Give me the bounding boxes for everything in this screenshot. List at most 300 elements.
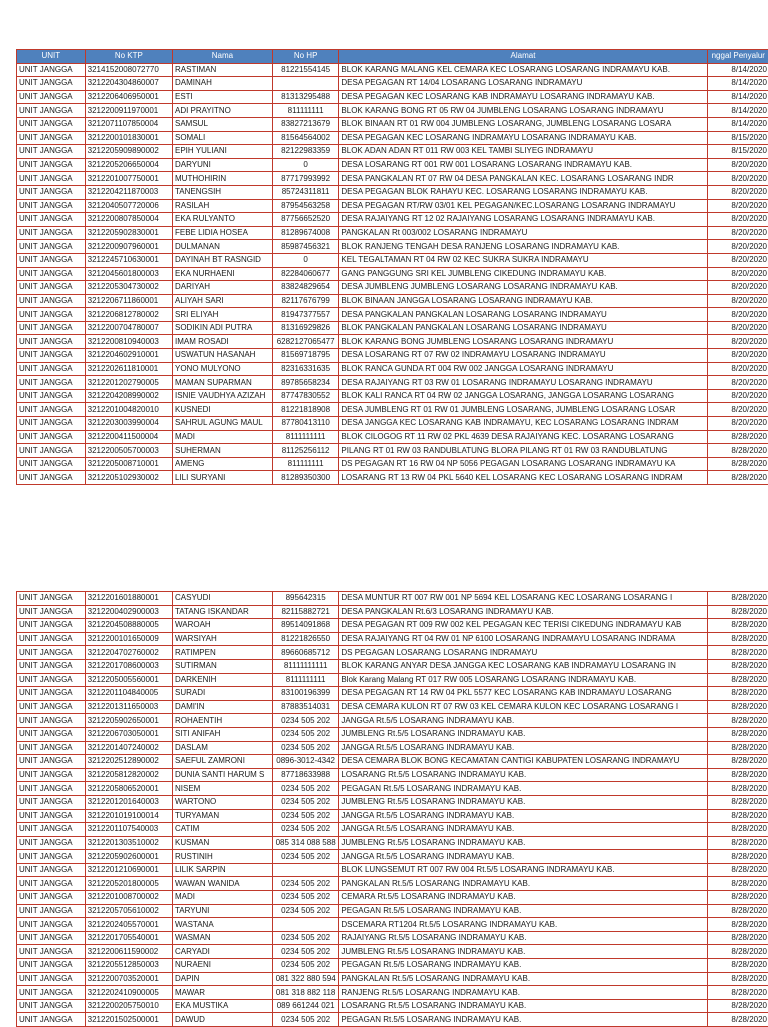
cell-alamat: DESA PANGKALAN Rt.6/3 LOSARANG INDRAMAYU KAB. xyxy=(339,605,707,619)
cell-tanggal: 8/14/2020 xyxy=(707,90,768,104)
header-nama: Nama xyxy=(173,50,273,64)
cell-unit: UNIT JANGGA xyxy=(17,646,86,660)
cell-hp: 0234 505 202 xyxy=(272,809,339,823)
cell-hp: 0234 505 202 xyxy=(272,741,339,755)
cell-hp: 81125256112 xyxy=(272,444,339,458)
cell-alamat: KEL TEGALTAMAN RT 04 RW 02 KEC SUKRA SUKRA INDRAMAYU xyxy=(339,253,707,267)
cell-ktp: 3212201502500001 xyxy=(85,1013,172,1027)
cell-tanggal: 8/28/2020 xyxy=(707,959,768,973)
table-body xyxy=(17,63,768,484)
cell-tanggal: 8/20/2020 xyxy=(707,403,768,417)
cell-tanggal: 8/28/2020 xyxy=(707,863,768,877)
cell-unit: UNIT JANGGA xyxy=(17,294,86,308)
cell-unit: UNIT JANGGA xyxy=(17,90,86,104)
table-row xyxy=(17,904,768,918)
table-row xyxy=(17,444,768,458)
cell-unit: UNIT JANGGA xyxy=(17,768,86,782)
cell-alamat: PEGAGAN Rt.5/5 LOSARANG INDRAMAYU KAB. xyxy=(339,959,707,973)
cell-ktp: 3212201008700002 xyxy=(85,891,172,905)
cell-tanggal: 8/20/2020 xyxy=(707,281,768,295)
cell-nama: MADI xyxy=(173,891,273,905)
cell-unit: UNIT JANGGA xyxy=(17,632,86,646)
cell-ktp: 3212201407240002 xyxy=(85,741,172,755)
cell-tanggal: 8/20/2020 xyxy=(707,199,768,213)
table-row xyxy=(17,308,768,322)
cell-ktp: 3212201004820010 xyxy=(85,403,172,417)
cell-ktp: 3214152008072770 xyxy=(85,63,172,77)
cell-nama: EPIH YULIANI xyxy=(173,145,273,159)
cell-tanggal: 8/28/2020 xyxy=(707,619,768,633)
cell-unit: UNIT JANGGA xyxy=(17,918,86,932)
cell-ktp: 3212205102930002 xyxy=(85,471,172,485)
cell-alamat: JANGGA Rt.5/5 LOSARANG INDRAMAYU KAB. xyxy=(339,823,707,837)
cell-unit: UNIT JANGGA xyxy=(17,457,86,471)
cell-tanggal: 8/20/2020 xyxy=(707,240,768,254)
cell-alamat: DESA JANGGA KEC LOSARANG KAB INDRAMAYU, KEC LOSARANG LOSARANG INDRAM xyxy=(339,417,707,431)
cell-tanggal: 8/20/2020 xyxy=(707,185,768,199)
cell-unit: UNIT JANGGA xyxy=(17,741,86,755)
cell-unit: UNIT JANGGA xyxy=(17,185,86,199)
table-row xyxy=(17,267,768,281)
cell-ktp: 3212204602910001 xyxy=(85,349,172,363)
cell-alamat: BLOK PANGKALAN PANGKALAN LOSARANG LOSARANG INDRAMAYU xyxy=(339,321,707,335)
cell-alamat: PILANG RT 01 RW 03 RANDUBLATUNG BLORA PILANG RT 01 RW 03 RANDUBLATUNG xyxy=(339,444,707,458)
table-row xyxy=(17,199,768,213)
cell-nama: DARYUNI xyxy=(173,158,273,172)
cell-unit: UNIT JANGGA xyxy=(17,931,86,945)
cell-alamat: DESA LOSARANG RT 07 RW 02 INDRAMAYU LOSARANG INDRAMAYU xyxy=(339,349,707,363)
cell-alamat: BLOK RANJENG TENGAH DESA RANJENG LOSARANG INDRAMAYU KAB. xyxy=(339,240,707,254)
cell-ktp: 3212200101830001 xyxy=(85,131,172,145)
cell-ktp: 3212201601880001 xyxy=(85,592,172,606)
cell-alamat: JANGGA Rt.5/5 LOSARANG INDRAMAYU KAB. xyxy=(339,850,707,864)
cell-alamat: BLOK BINAAN JANGGA LOSARANG LOSARANG INDRAMAYU KAB. xyxy=(339,294,707,308)
cell-tanggal: 8/14/2020 xyxy=(707,63,768,77)
cell-alamat: PEGAGAN Rt.5/5 LOSARANG INDRAMAYU KAB. xyxy=(339,782,707,796)
table-row xyxy=(17,471,768,485)
table-row xyxy=(17,605,768,619)
cell-alamat: DESA MUNTUR RT 007 RW 001 NP 5694 KEL LOSARANG KEC LOSARANG LOSARANG I xyxy=(339,592,707,606)
cell-unit: UNIT JANGGA xyxy=(17,158,86,172)
table-row xyxy=(17,349,768,363)
cell-alamat: DS PEGAGAN LOSARANG LOSARANG INDRAMAYU xyxy=(339,646,707,660)
cell-tanggal: 8/28/2020 xyxy=(707,700,768,714)
cell-unit: UNIT JANGGA xyxy=(17,700,86,714)
cell-tanggal: 8/28/2020 xyxy=(707,646,768,660)
cell-hp: 0234 505 202 xyxy=(272,782,339,796)
cell-tanggal: 8/20/2020 xyxy=(707,294,768,308)
cell-nama: KUSMAN xyxy=(173,836,273,850)
table-row xyxy=(17,646,768,660)
cell-nama: ADI PRAYITNO xyxy=(173,104,273,118)
cell-tanggal: 8/28/2020 xyxy=(707,471,768,485)
cell-ktp: 3212204508880005 xyxy=(85,619,172,633)
table-row xyxy=(17,63,768,77)
cell-alamat: DESA RAJAIYANG RT 12 02 RAJAIYANG LOSARANG LOSARANG INDRAMAYU KAB. xyxy=(339,213,707,227)
cell-nama: IMAM ROSADI xyxy=(173,335,273,349)
cell-alamat: JUMBLENG Rt.5/5 LOSARANG INDRAMAYU KAB. xyxy=(339,727,707,741)
cell-nama: ISNIE VAUDHYA AZIZAH xyxy=(173,389,273,403)
cell-nama: SUTIRMAN xyxy=(173,659,273,673)
cell-hp: 0234 505 202 xyxy=(272,714,339,728)
cell-ktp: 3212045601800003 xyxy=(85,267,172,281)
cell-tanggal: 8/20/2020 xyxy=(707,158,768,172)
cell-tanggal: 8/28/2020 xyxy=(707,823,768,837)
table-row xyxy=(17,836,768,850)
cell-unit: UNIT JANGGA xyxy=(17,809,86,823)
cell-nama: MUTHOHIRIN xyxy=(173,172,273,186)
table-row xyxy=(17,700,768,714)
cell-alamat: BLOK KARANG MALANG KEL CEMARA KEC LOSARANG LOSARANG INDRAMAYU KAB. xyxy=(339,63,707,77)
cell-nama: MADI xyxy=(173,430,273,444)
cell-ktp: 3212201303510002 xyxy=(85,836,172,850)
cell-hp: 0234 505 202 xyxy=(272,931,339,945)
table-row xyxy=(17,592,768,606)
cell-nama: KUSNEDI xyxy=(173,403,273,417)
cell-ktp: 3212205902650001 xyxy=(85,714,172,728)
cell-tanggal: 8/28/2020 xyxy=(707,931,768,945)
table-row xyxy=(17,1013,768,1027)
cell-nama: DUNIA SANTI HARUM S xyxy=(173,768,273,782)
cell-alamat: DESA PEGAGAN RT/RW 03/01 KEL PEGAGAN/KEC.LOSARANG LOSARANG INDRAMAYU xyxy=(339,199,707,213)
cell-tanggal: 8/28/2020 xyxy=(707,727,768,741)
cell-alamat: DESA PEGAGAN RT 009 RW 002 KEL PEGAGAN KEC TERISI CIKEDUNG INDRAMAYU KAB xyxy=(339,619,707,633)
cell-ktp: 3212200911970001 xyxy=(85,104,172,118)
cell-nama: WARSIYAH xyxy=(173,632,273,646)
cell-alamat: JANGGA Rt.5/5 LOSARANG INDRAMAYU KAB. xyxy=(339,714,707,728)
table-row xyxy=(17,172,768,186)
cell-nama: CASYUDI xyxy=(173,592,273,606)
cell-nama: EKA NURHAENI xyxy=(173,267,273,281)
cell-unit: UNIT JANGGA xyxy=(17,795,86,809)
cell-ktp: 3212200505700003 xyxy=(85,444,172,458)
cell-ktp: 3212200411500004 xyxy=(85,430,172,444)
cell-hp: 811111111 xyxy=(272,457,339,471)
cell-nama: USWATUN HASANAH xyxy=(173,349,273,363)
cell-nama: WAWAN WANIDA xyxy=(173,877,273,891)
table-row xyxy=(17,659,768,673)
table-row xyxy=(17,755,768,769)
cell-tanggal: 8/28/2020 xyxy=(707,768,768,782)
cell-ktp: 3212200101650009 xyxy=(85,632,172,646)
cell-tanggal: 8/28/2020 xyxy=(707,782,768,796)
table-header-row xyxy=(17,50,768,64)
cell-unit: UNIT JANGGA xyxy=(17,389,86,403)
cell-tanggal: 8/20/2020 xyxy=(707,226,768,240)
cell-tanggal: 8/28/2020 xyxy=(707,673,768,687)
cell-alamat: BLOK KARANG ANYAR DESA JANGGA KEC LOSARANG KAB INDRAMAYU LOSARANG IN xyxy=(339,659,707,673)
cell-nama: NISEM xyxy=(173,782,273,796)
cell-alamat: RAJAIYANG Rt.5/5 LOSARANG INDRAMAYU KAB. xyxy=(339,931,707,945)
cell-hp: 89785658234 xyxy=(272,376,339,390)
cell-ktp: 3212200907960001 xyxy=(85,240,172,254)
cell-unit: UNIT JANGGA xyxy=(17,891,86,905)
cell-unit: UNIT JANGGA xyxy=(17,823,86,837)
cell-nama: WAROAH xyxy=(173,619,273,633)
cell-alamat: DESA JUMBLENG JUMBLENG LOSARANG LOSARANG INDRAMAYU KAB. xyxy=(339,281,707,295)
cell-nama: MAMAN SUPARMAN xyxy=(173,376,273,390)
cell-alamat: BLOK BINAAN RT 01 RW 004 JUMBLENG LOSARANG, JUMBLENG LOSARANG LOSARA xyxy=(339,117,707,131)
cell-nama: WASTANA xyxy=(173,918,273,932)
cell-alamat: PANGKALAN Rt.5/5 LOSARANG INDRAMAYU KAB. xyxy=(339,972,707,986)
cell-alamat: DESA PANGKALAN PANGKALAN LOSARANG LOSARANG INDRAMAYU xyxy=(339,308,707,322)
cell-hp: 81564564002 xyxy=(272,131,339,145)
table-row xyxy=(17,999,768,1013)
cell-hp: 8111111111 xyxy=(272,430,339,444)
cell-hp: 87780413110 xyxy=(272,417,339,431)
cell-tanggal: 8/28/2020 xyxy=(707,605,768,619)
cell-hp: 6282127065477 xyxy=(272,335,339,349)
cell-hp xyxy=(272,77,339,91)
cell-unit: UNIT JANGGA xyxy=(17,471,86,485)
cell-ktp: 3212040507720006 xyxy=(85,199,172,213)
cell-ktp: 3212205008710001 xyxy=(85,457,172,471)
cell-alamat: PEGAGAN Rt.5/5 LOSARANG INDRAMAYU KAB. xyxy=(339,1013,707,1027)
cell-nama: DAWUD xyxy=(173,1013,273,1027)
cell-alamat: BLOK KARANG BONG RT 05 RW 04 JUMBLENG LOSARANG LOSARANG INDRAMAYU xyxy=(339,104,707,118)
cell-nama: TATANG ISKANDAR xyxy=(173,605,273,619)
table-row xyxy=(17,213,768,227)
cell-nama: WASMAN xyxy=(173,931,273,945)
cell-ktp: 3212202410900005 xyxy=(85,986,172,1000)
cell-alamat: DSCEMARA RT1204 Rt.5/5 LOSARANG INDRAMAYU KAB. xyxy=(339,918,707,932)
cell-unit: UNIT JANGGA xyxy=(17,592,86,606)
table-row xyxy=(17,321,768,335)
cell-nama: TANENGSIH xyxy=(173,185,273,199)
cell-alamat: BLOK RANCA GUNDA RT 004 RW 002 JANGGA LOSARANG INDRAMAYU xyxy=(339,362,707,376)
cell-unit: UNIT JANGGA xyxy=(17,267,86,281)
table-row xyxy=(17,90,768,104)
cell-ktp: 3212205806520001 xyxy=(85,782,172,796)
table-row xyxy=(17,403,768,417)
table-row xyxy=(17,362,768,376)
cell-nama: DASLAM xyxy=(173,741,273,755)
cell-nama: DAMI'IN xyxy=(173,700,273,714)
cell-unit: UNIT JANGGA xyxy=(17,213,86,227)
cell-nama: DARKENIH xyxy=(173,673,273,687)
cell-tanggal: 8/28/2020 xyxy=(707,444,768,458)
cell-ktp: 3212205005560001 xyxy=(85,673,172,687)
cell-tanggal: 8/28/2020 xyxy=(707,592,768,606)
cell-unit: UNIT JANGGA xyxy=(17,619,86,633)
cell-tanggal: 8/14/2020 xyxy=(707,77,768,91)
cell-ktp: 3212203003990004 xyxy=(85,417,172,431)
cell-tanggal: 8/28/2020 xyxy=(707,741,768,755)
cell-alamat: DESA RAJAIYANG RT 04 RW 01 NP 6100 LOSARANG INDRAMAYU LOSARANG INDRAMA xyxy=(339,632,707,646)
cell-unit: UNIT JANGGA xyxy=(17,850,86,864)
cell-nama: SUHERMAN xyxy=(173,444,273,458)
cell-ktp: 3212201311650003 xyxy=(85,700,172,714)
cell-unit: UNIT JANGGA xyxy=(17,863,86,877)
cell-tanggal: 8/28/2020 xyxy=(707,986,768,1000)
cell-nama: LILIK SARPIN xyxy=(173,863,273,877)
cell-hp: 83824829654 xyxy=(272,281,339,295)
cell-tanggal: 8/28/2020 xyxy=(707,457,768,471)
cell-ktp: 3212204211870003 xyxy=(85,185,172,199)
table-row xyxy=(17,972,768,986)
cell-unit: UNIT JANGGA xyxy=(17,687,86,701)
cell-nama: SAHRUL AGUNG MAUL xyxy=(173,417,273,431)
cell-tanggal: 8/28/2020 xyxy=(707,632,768,646)
cell-alamat: DESA PEGAGAN RT 14 RW 04 PKL 5577 KEC LOSARANG KAB INDRAMAYU LOSARANG xyxy=(339,687,707,701)
cell-hp: 0896-3012-4342 xyxy=(272,755,339,769)
table-row xyxy=(17,389,768,403)
recipient-table-1 xyxy=(16,49,768,485)
cell-unit: UNIT JANGGA xyxy=(17,349,86,363)
cell-hp: 81221554145 xyxy=(272,63,339,77)
cell-alamat: Blok Karang Malang RT 017 RW 005 LOSARANG LOSARANG INDRAMAYU KAB. xyxy=(339,673,707,687)
cell-tanggal: 8/28/2020 xyxy=(707,1013,768,1027)
cell-hp xyxy=(272,918,339,932)
cell-nama: SURADI xyxy=(173,687,273,701)
cell-hp: 81569718795 xyxy=(272,349,339,363)
cell-unit: UNIT JANGGA xyxy=(17,673,86,687)
cell-hp: 87717993992 xyxy=(272,172,339,186)
cell-tanggal: 8/20/2020 xyxy=(707,389,768,403)
cell-hp: 81221818908 xyxy=(272,403,339,417)
cell-ktp: 3212205705610002 xyxy=(85,904,172,918)
cell-unit: UNIT JANGGA xyxy=(17,240,86,254)
cell-nama: RUSTINIH xyxy=(173,850,273,864)
cell-hp: 87756652520 xyxy=(272,213,339,227)
cell-nama: SAEFUL ZAMRONI xyxy=(173,755,273,769)
cell-hp: 0234 505 202 xyxy=(272,877,339,891)
cell-alamat: DS PEGAGAN RT 16 RW 04 NP 5056 PEGAGAN LOSARANG LOSARANG INDRAMAYU KA xyxy=(339,457,707,471)
cell-unit: UNIT JANGGA xyxy=(17,972,86,986)
cell-ktp: 3212200810940003 xyxy=(85,335,172,349)
table-row xyxy=(17,104,768,118)
cell-alamat: BLOK ADAN ADAN RT 011 RW 003 KEL TAMBI SLIYEG INDRAMAYU xyxy=(339,145,707,159)
table-row xyxy=(17,945,768,959)
cell-ktp: 3212205902600001 xyxy=(85,850,172,864)
cell-nama: SAMSUL xyxy=(173,117,273,131)
cell-ktp: 3212200703520001 xyxy=(85,972,172,986)
cell-hp: 085 314 088 588 xyxy=(272,836,339,850)
cell-unit: UNIT JANGGA xyxy=(17,199,86,213)
table-row xyxy=(17,891,768,905)
table-row xyxy=(17,131,768,145)
cell-hp: 87954563258 xyxy=(272,199,339,213)
cell-unit: UNIT JANGGA xyxy=(17,877,86,891)
header-ktp: No KTP xyxy=(85,50,172,64)
cell-nama: SOMALI xyxy=(173,131,273,145)
cell-hp: 82115882721 xyxy=(272,605,339,619)
cell-ktp: 3212201705540001 xyxy=(85,931,172,945)
table-row xyxy=(17,376,768,390)
cell-nama: SITI ANIFAH xyxy=(173,727,273,741)
cell-tanggal: 8/28/2020 xyxy=(707,904,768,918)
cell-unit: UNIT JANGGA xyxy=(17,659,86,673)
cell-nama: NURAENI xyxy=(173,959,273,973)
table-row xyxy=(17,158,768,172)
cell-nama: DAMINAH xyxy=(173,77,273,91)
cell-ktp: 3212201210690001 xyxy=(85,863,172,877)
cell-unit: UNIT JANGGA xyxy=(17,145,86,159)
cell-nama: SRI ELIYAH xyxy=(173,308,273,322)
cell-ktp: 3212202512890002 xyxy=(85,755,172,769)
cell-tanggal: 8/20/2020 xyxy=(707,308,768,322)
cell-hp: 87747830552 xyxy=(272,389,339,403)
cell-hp xyxy=(272,863,339,877)
cell-unit: UNIT JANGGA xyxy=(17,755,86,769)
table-row xyxy=(17,687,768,701)
cell-tanggal: 8/15/2020 xyxy=(707,131,768,145)
cell-ktp: 3212204304860007 xyxy=(85,77,172,91)
cell-nama: RASILAH xyxy=(173,199,273,213)
cell-ktp: 3212205909890002 xyxy=(85,145,172,159)
cell-hp: 83100196399 xyxy=(272,687,339,701)
cell-tanggal: 8/28/2020 xyxy=(707,999,768,1013)
cell-alamat: BLOK KALI RANCA RT 04 RW 02 JANGGA LOSARANG, JANGGA LOSARANG LOSARANG xyxy=(339,389,707,403)
cell-tanggal: 8/20/2020 xyxy=(707,376,768,390)
cell-ktp: 3212201708600003 xyxy=(85,659,172,673)
cell-alamat: JUMBLENG Rt.5/5 LOSARANG INDRAMAYU KAB. xyxy=(339,836,707,850)
cell-hp: 0234 505 202 xyxy=(272,945,339,959)
cell-hp: 81289350300 xyxy=(272,471,339,485)
cell-unit: UNIT JANGGA xyxy=(17,430,86,444)
header-alamat: Alamat xyxy=(339,50,707,64)
cell-nama: CATIM xyxy=(173,823,273,837)
cell-tanggal: 8/14/2020 xyxy=(707,104,768,118)
cell-nama: DAPIN xyxy=(173,972,273,986)
cell-tanggal: 8/20/2020 xyxy=(707,267,768,281)
cell-hp: 0234 505 202 xyxy=(272,904,339,918)
table-row xyxy=(17,795,768,809)
cell-hp: 81313295488 xyxy=(272,90,339,104)
cell-tanggal: 8/20/2020 xyxy=(707,213,768,227)
cell-tanggal: 8/15/2020 xyxy=(707,145,768,159)
cell-unit: UNIT JANGGA xyxy=(17,403,86,417)
cell-unit: UNIT JANGGA xyxy=(17,362,86,376)
table-row xyxy=(17,281,768,295)
header-unit: UNIT xyxy=(17,50,86,64)
cell-ktp: 3212201104840005 xyxy=(85,687,172,701)
cell-tanggal: 8/28/2020 xyxy=(707,850,768,864)
cell-tanggal: 8/28/2020 xyxy=(707,687,768,701)
table-row xyxy=(17,863,768,877)
cell-alamat: JANGGA Rt.5/5 LOSARANG INDRAMAYU KAB. xyxy=(339,809,707,823)
cell-unit: UNIT JANGGA xyxy=(17,63,86,77)
cell-unit: UNIT JANGGA xyxy=(17,999,86,1013)
cell-unit: UNIT JANGGA xyxy=(17,959,86,973)
cell-hp: 82117676799 xyxy=(272,294,339,308)
cell-ktp: 3212071107850004 xyxy=(85,117,172,131)
cell-nama: EKA RULYANTO xyxy=(173,213,273,227)
cell-ktp: 3212201107540003 xyxy=(85,823,172,837)
cell-ktp: 3212201202790005 xyxy=(85,376,172,390)
recipient-table-2 xyxy=(16,591,768,1027)
cell-alamat: LOSARANG Rt.5/5 LOSARANG INDRAMAYU KAB. xyxy=(339,999,707,1013)
cell-alamat: PANGKALAN Rt.5/5 LOSARANG INDRAMAYU KAB. xyxy=(339,877,707,891)
table-row xyxy=(17,823,768,837)
cell-unit: UNIT JANGGA xyxy=(17,308,86,322)
cell-hp: 83827213679 xyxy=(272,117,339,131)
table-row xyxy=(17,714,768,728)
cell-unit: UNIT JANGGA xyxy=(17,945,86,959)
cell-nama: SODIKIN ADI PUTRA xyxy=(173,321,273,335)
cell-alamat: JANGGA Rt.5/5 LOSARANG INDRAMAYU KAB. xyxy=(339,741,707,755)
cell-alamat: RANJENG Rt.5/5 LOSARANG INDRAMAYU KAB. xyxy=(339,986,707,1000)
cell-tanggal: 8/20/2020 xyxy=(707,335,768,349)
cell-alamat: DESA PEGAGAN KEC LOSARANG INDRAMAYU LOSARANG INDRAMAYU KAB. xyxy=(339,131,707,145)
cell-nama: DULMANAN xyxy=(173,240,273,254)
cell-unit: UNIT JANGGA xyxy=(17,104,86,118)
table-row xyxy=(17,117,768,131)
cell-nama: CARYADI xyxy=(173,945,273,959)
cell-alamat: CEMARA Rt.5/5 LOSARANG INDRAMAYU KAB. xyxy=(339,891,707,905)
table-row xyxy=(17,619,768,633)
cell-unit: UNIT JANGGA xyxy=(17,1013,86,1027)
